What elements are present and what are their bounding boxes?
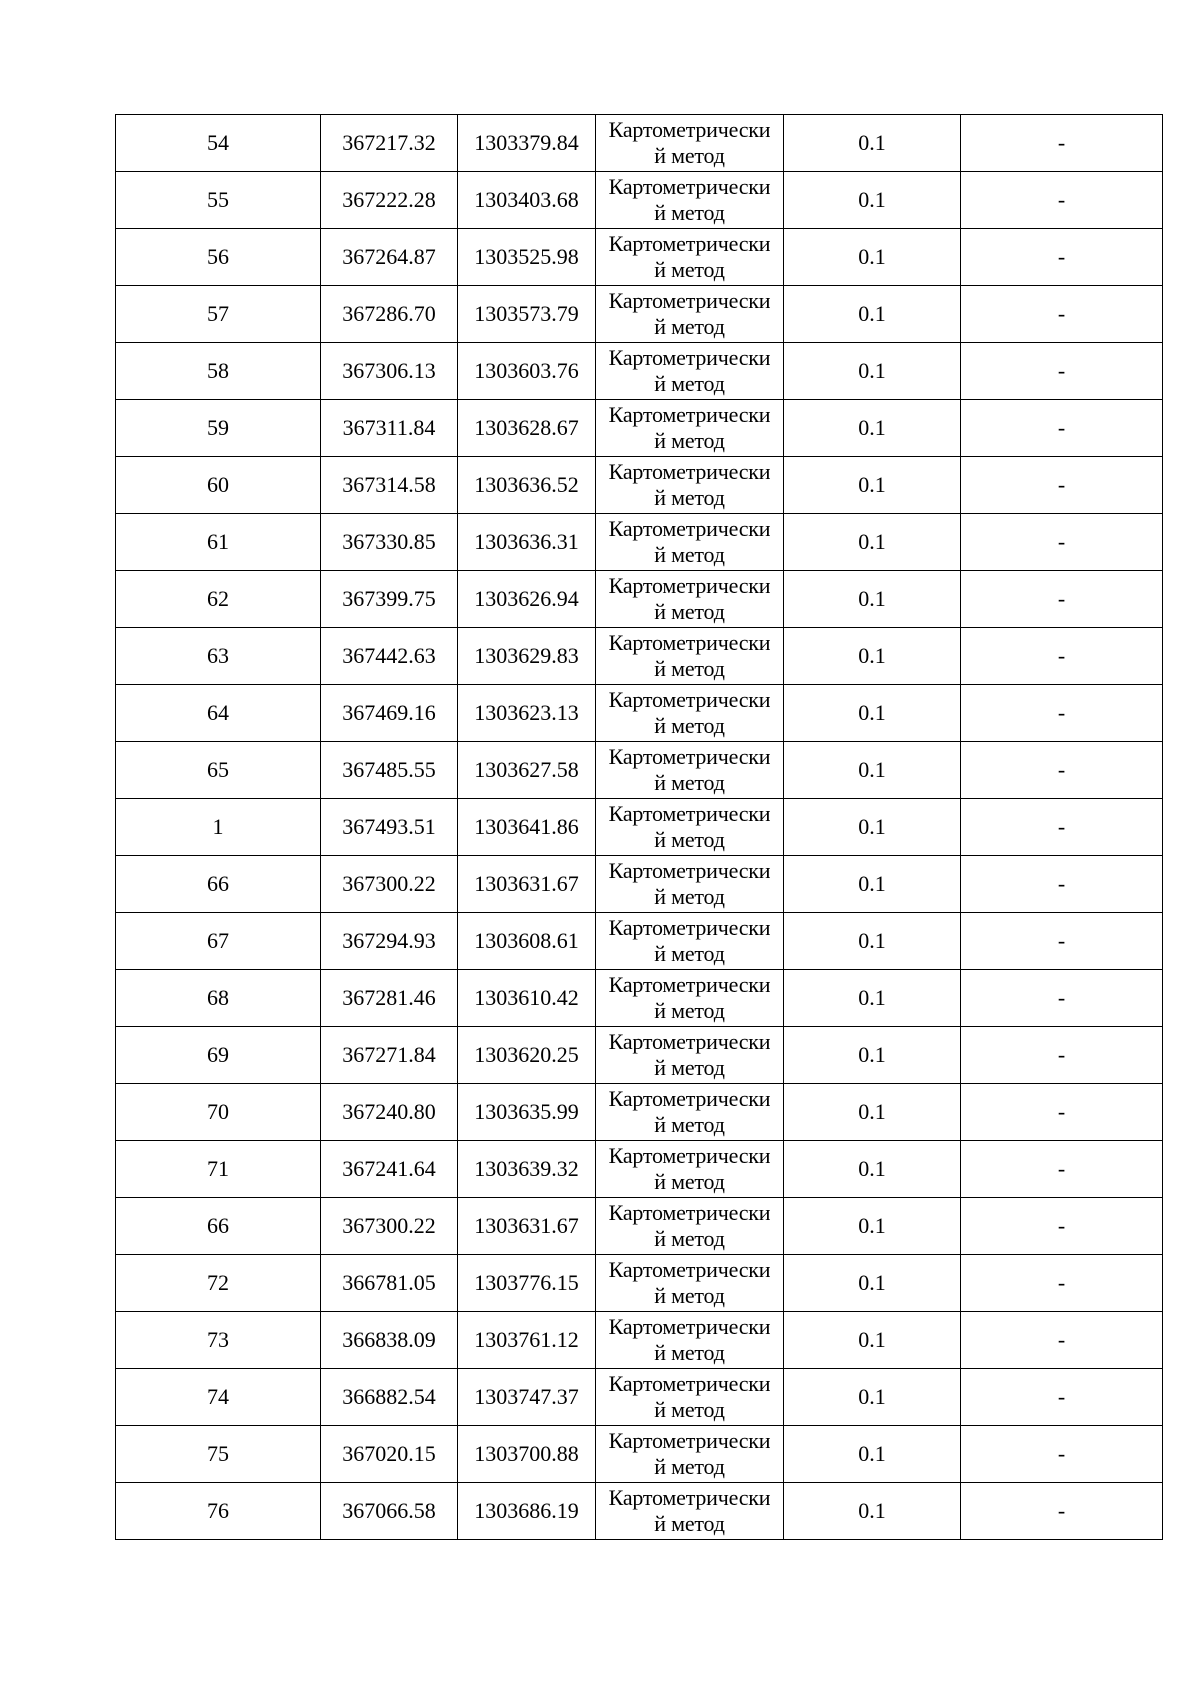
accuracy-cell: 0.1 xyxy=(784,400,961,457)
note-cell: - xyxy=(961,856,1163,913)
method-text-line-1: Картометрически xyxy=(608,117,771,142)
method-cell xyxy=(596,1084,784,1141)
x-coordinate-cell: 367241.64 xyxy=(321,1141,458,1198)
method-text-line-2: й метод xyxy=(654,1112,725,1137)
method-text-line-1: Картометрически xyxy=(608,573,771,598)
accuracy-cell: 0.1 xyxy=(784,571,961,628)
method-text-line-2: й метод xyxy=(654,827,725,852)
method-text-line-1: Картометрически xyxy=(608,174,771,199)
table-row xyxy=(116,1198,1163,1255)
point-number-cell: 58 xyxy=(116,343,321,400)
point-number-cell: 62 xyxy=(116,571,321,628)
method-text-line-2: й метод xyxy=(654,656,725,681)
x-coordinate-cell: 367281.46 xyxy=(321,970,458,1027)
table-row xyxy=(116,1483,1163,1540)
note-cell: - xyxy=(961,1255,1163,1312)
method-text-line-1: Картометрически xyxy=(608,516,771,541)
method-text-line-1: Картометрически xyxy=(608,801,771,826)
method-text-line-2: й метод xyxy=(654,998,725,1023)
y-coordinate-cell: 1303700.88 xyxy=(458,1426,596,1483)
y-coordinate-cell: 1303628.67 xyxy=(458,400,596,457)
table-row xyxy=(116,400,1163,457)
method-text-line-1: Картометрически xyxy=(608,858,771,883)
point-number-cell: 57 xyxy=(116,286,321,343)
method-text-line-1: Картометрически xyxy=(608,630,771,655)
x-coordinate-cell: 366838.09 xyxy=(321,1312,458,1369)
point-number-cell: 67 xyxy=(116,913,321,970)
note-cell: - xyxy=(961,1084,1163,1141)
accuracy-cell: 0.1 xyxy=(784,286,961,343)
note-cell: - xyxy=(961,400,1163,457)
method-text-line-1: Картометрически xyxy=(608,744,771,769)
method-text-line-2: й метод xyxy=(654,542,725,567)
note-cell: - xyxy=(961,1027,1163,1084)
point-number-cell: 60 xyxy=(116,457,321,514)
method-cell xyxy=(596,400,784,457)
method-cell xyxy=(596,1483,784,1540)
y-coordinate-cell: 1303610.42 xyxy=(458,970,596,1027)
x-coordinate-cell: 367294.93 xyxy=(321,913,458,970)
x-coordinate-cell: 367311.84 xyxy=(321,400,458,457)
table-row xyxy=(116,1369,1163,1426)
method-cell xyxy=(596,913,784,970)
method-cell xyxy=(596,457,784,514)
table-row xyxy=(116,286,1163,343)
x-coordinate-cell: 366781.05 xyxy=(321,1255,458,1312)
note-cell: - xyxy=(961,1198,1163,1255)
accuracy-cell: 0.1 xyxy=(784,799,961,856)
method-text-line-1: Картометрически xyxy=(608,1143,771,1168)
y-coordinate-cell: 1303636.31 xyxy=(458,514,596,571)
x-coordinate-cell: 367264.87 xyxy=(321,229,458,286)
method-cell xyxy=(596,970,784,1027)
method-text-line-1: Картометрически xyxy=(608,1371,771,1396)
method-text-line-1: Картометрически xyxy=(608,1200,771,1225)
accuracy-cell: 0.1 xyxy=(784,1483,961,1540)
note-cell: - xyxy=(961,799,1163,856)
y-coordinate-cell: 1303525.98 xyxy=(458,229,596,286)
point-number-cell: 54 xyxy=(116,115,321,172)
point-number-cell: 73 xyxy=(116,1312,321,1369)
method-text-line-2: й метод xyxy=(654,428,725,453)
x-coordinate-cell: 367286.70 xyxy=(321,286,458,343)
y-coordinate-cell: 1303620.25 xyxy=(458,1027,596,1084)
table-row xyxy=(116,628,1163,685)
point-number-cell: 1 xyxy=(116,799,321,856)
point-number-cell: 56 xyxy=(116,229,321,286)
y-coordinate-cell: 1303761.12 xyxy=(458,1312,596,1369)
method-cell xyxy=(596,799,784,856)
y-coordinate-cell: 1303636.52 xyxy=(458,457,596,514)
y-coordinate-cell: 1303641.86 xyxy=(458,799,596,856)
point-number-cell: 63 xyxy=(116,628,321,685)
accuracy-cell: 0.1 xyxy=(784,172,961,229)
method-text-line-1: Картометрически xyxy=(608,972,771,997)
point-number-cell: 75 xyxy=(116,1426,321,1483)
x-coordinate-cell: 366882.54 xyxy=(321,1369,458,1426)
x-coordinate-cell: 367442.63 xyxy=(321,628,458,685)
x-coordinate-cell: 367217.32 xyxy=(321,115,458,172)
point-number-cell: 65 xyxy=(116,742,321,799)
accuracy-cell: 0.1 xyxy=(784,1198,961,1255)
y-coordinate-cell: 1303608.61 xyxy=(458,913,596,970)
method-cell xyxy=(596,685,784,742)
method-text-line-2: й метод xyxy=(654,1283,725,1308)
y-coordinate-cell: 1303635.99 xyxy=(458,1084,596,1141)
table-row xyxy=(116,1312,1163,1369)
note-cell: - xyxy=(961,229,1163,286)
method-cell xyxy=(596,1255,784,1312)
table-row xyxy=(116,514,1163,571)
note-cell: - xyxy=(961,1483,1163,1540)
table-row xyxy=(116,115,1163,172)
method-text-line-1: Картометрически xyxy=(608,1485,771,1510)
table-row xyxy=(116,856,1163,913)
method-text-line-1: Картометрически xyxy=(608,1029,771,1054)
accuracy-cell: 0.1 xyxy=(784,913,961,970)
y-coordinate-cell: 1303627.58 xyxy=(458,742,596,799)
x-coordinate-cell: 367300.22 xyxy=(321,1198,458,1255)
accuracy-cell: 0.1 xyxy=(784,1027,961,1084)
table-row xyxy=(116,1027,1163,1084)
table-row xyxy=(116,970,1163,1027)
method-text-line-2: й метод xyxy=(654,1511,725,1536)
method-text-line-2: й метод xyxy=(654,1340,725,1365)
note-cell: - xyxy=(961,628,1163,685)
table-row xyxy=(116,1255,1163,1312)
accuracy-cell: 0.1 xyxy=(784,1255,961,1312)
point-number-cell: 55 xyxy=(116,172,321,229)
y-coordinate-cell: 1303573.79 xyxy=(458,286,596,343)
accuracy-cell: 0.1 xyxy=(784,115,961,172)
point-number-cell: 61 xyxy=(116,514,321,571)
method-text-line-1: Картометрически xyxy=(608,459,771,484)
accuracy-cell: 0.1 xyxy=(784,1141,961,1198)
note-cell: - xyxy=(961,514,1163,571)
method-cell xyxy=(596,1198,784,1255)
y-coordinate-cell: 1303631.67 xyxy=(458,1198,596,1255)
point-number-cell: 69 xyxy=(116,1027,321,1084)
method-cell xyxy=(596,1369,784,1426)
point-number-cell: 72 xyxy=(116,1255,321,1312)
x-coordinate-cell: 367493.51 xyxy=(321,799,458,856)
method-text-line-2: й метод xyxy=(654,941,725,966)
point-number-cell: 66 xyxy=(116,856,321,913)
method-cell xyxy=(596,1141,784,1198)
x-coordinate-cell: 367306.13 xyxy=(321,343,458,400)
accuracy-cell: 0.1 xyxy=(784,685,961,742)
note-cell: - xyxy=(961,457,1163,514)
accuracy-cell: 0.1 xyxy=(784,742,961,799)
method-text-line-2: й метод xyxy=(654,1055,725,1080)
table-row xyxy=(116,172,1163,229)
note-cell: - xyxy=(961,742,1163,799)
accuracy-cell: 0.1 xyxy=(784,229,961,286)
method-text-line-1: Картометрически xyxy=(608,687,771,712)
point-number-cell: 76 xyxy=(116,1483,321,1540)
x-coordinate-cell: 367469.16 xyxy=(321,685,458,742)
method-text-line-2: й метод xyxy=(654,1397,725,1422)
y-coordinate-cell: 1303629.83 xyxy=(458,628,596,685)
method-cell xyxy=(596,286,784,343)
x-coordinate-cell: 367020.15 xyxy=(321,1426,458,1483)
method-cell xyxy=(596,1027,784,1084)
y-coordinate-cell: 1303603.76 xyxy=(458,343,596,400)
method-cell xyxy=(596,343,784,400)
table-row xyxy=(116,685,1163,742)
method-text-line-2: й метод xyxy=(654,1226,725,1251)
accuracy-cell: 0.1 xyxy=(784,1369,961,1426)
method-text-line-2: й метод xyxy=(654,770,725,795)
table-row xyxy=(116,742,1163,799)
table-row xyxy=(116,571,1163,628)
method-text-line-1: Картометрически xyxy=(608,231,771,256)
note-cell: - xyxy=(961,1312,1163,1369)
method-cell xyxy=(596,1426,784,1483)
method-text-line-2: й метод xyxy=(654,200,725,225)
note-cell: - xyxy=(961,1369,1163,1426)
method-cell xyxy=(596,856,784,913)
accuracy-cell: 0.1 xyxy=(784,514,961,571)
coordinates-table-body xyxy=(116,115,1163,1540)
point-number-cell: 59 xyxy=(116,400,321,457)
note-cell: - xyxy=(961,913,1163,970)
accuracy-cell: 0.1 xyxy=(784,970,961,1027)
y-coordinate-cell: 1303403.68 xyxy=(458,172,596,229)
method-text-line-1: Картометрически xyxy=(608,915,771,940)
y-coordinate-cell: 1303776.15 xyxy=(458,1255,596,1312)
method-text-line-2: й метод xyxy=(654,371,725,396)
note-cell: - xyxy=(961,970,1163,1027)
method-text-line-2: й метод xyxy=(654,1454,725,1479)
y-coordinate-cell: 1303639.32 xyxy=(458,1141,596,1198)
table-row xyxy=(116,457,1163,514)
x-coordinate-cell: 367314.58 xyxy=(321,457,458,514)
coordinates-table xyxy=(115,114,1163,1540)
table-row xyxy=(116,1084,1163,1141)
x-coordinate-cell: 367330.85 xyxy=(321,514,458,571)
point-number-cell: 70 xyxy=(116,1084,321,1141)
note-cell: - xyxy=(961,1141,1163,1198)
method-cell xyxy=(596,1312,784,1369)
point-number-cell: 66 xyxy=(116,1198,321,1255)
table-row xyxy=(116,1426,1163,1483)
x-coordinate-cell: 367399.75 xyxy=(321,571,458,628)
method-cell xyxy=(596,514,784,571)
method-text-line-1: Картометрически xyxy=(608,1086,771,1111)
point-number-cell: 71 xyxy=(116,1141,321,1198)
method-cell xyxy=(596,742,784,799)
point-number-cell: 64 xyxy=(116,685,321,742)
method-text-line-2: й метод xyxy=(654,1169,725,1194)
note-cell: - xyxy=(961,1426,1163,1483)
x-coordinate-cell: 367485.55 xyxy=(321,742,458,799)
y-coordinate-cell: 1303626.94 xyxy=(458,571,596,628)
method-text-line-1: Картометрически xyxy=(608,345,771,370)
table-row xyxy=(116,229,1163,286)
y-coordinate-cell: 1303686.19 xyxy=(458,1483,596,1540)
x-coordinate-cell: 367271.84 xyxy=(321,1027,458,1084)
method-text-line-2: й метод xyxy=(654,599,725,624)
x-coordinate-cell: 367240.80 xyxy=(321,1084,458,1141)
point-number-cell: 68 xyxy=(116,970,321,1027)
method-cell xyxy=(596,229,784,286)
note-cell: - xyxy=(961,172,1163,229)
y-coordinate-cell: 1303623.13 xyxy=(458,685,596,742)
note-cell: - xyxy=(961,286,1163,343)
table-row xyxy=(116,1141,1163,1198)
accuracy-cell: 0.1 xyxy=(784,1426,961,1483)
y-coordinate-cell: 1303747.37 xyxy=(458,1369,596,1426)
accuracy-cell: 0.1 xyxy=(784,856,961,913)
method-text-line-1: Картометрически xyxy=(608,1257,771,1282)
accuracy-cell: 0.1 xyxy=(784,457,961,514)
note-cell: - xyxy=(961,571,1163,628)
table-row xyxy=(116,343,1163,400)
note-cell: - xyxy=(961,343,1163,400)
x-coordinate-cell: 367222.28 xyxy=(321,172,458,229)
method-text-line-1: Картометрически xyxy=(608,1314,771,1339)
note-cell: - xyxy=(961,115,1163,172)
method-cell xyxy=(596,115,784,172)
method-text-line-1: Картометрически xyxy=(608,402,771,427)
accuracy-cell: 0.1 xyxy=(784,1312,961,1369)
table-row xyxy=(116,913,1163,970)
method-text-line-2: й метод xyxy=(654,884,725,909)
method-cell xyxy=(596,172,784,229)
method-text-line-2: й метод xyxy=(654,713,725,738)
method-text-line-2: й метод xyxy=(654,143,725,168)
y-coordinate-cell: 1303379.84 xyxy=(458,115,596,172)
x-coordinate-cell: 367300.22 xyxy=(321,856,458,913)
method-cell xyxy=(596,571,784,628)
method-text-line-2: й метод xyxy=(654,257,725,282)
y-coordinate-cell: 1303631.67 xyxy=(458,856,596,913)
method-text-line-2: й метод xyxy=(654,485,725,510)
x-coordinate-cell: 367066.58 xyxy=(321,1483,458,1540)
table-row xyxy=(116,799,1163,856)
method-text-line-1: Картометрически xyxy=(608,288,771,313)
note-cell: - xyxy=(961,685,1163,742)
method-text-line-2: й метод xyxy=(654,314,725,339)
method-cell xyxy=(596,628,784,685)
accuracy-cell: 0.1 xyxy=(784,628,961,685)
point-number-cell: 74 xyxy=(116,1369,321,1426)
accuracy-cell: 0.1 xyxy=(784,1084,961,1141)
accuracy-cell: 0.1 xyxy=(784,343,961,400)
method-text-line-1: Картометрически xyxy=(608,1428,771,1453)
